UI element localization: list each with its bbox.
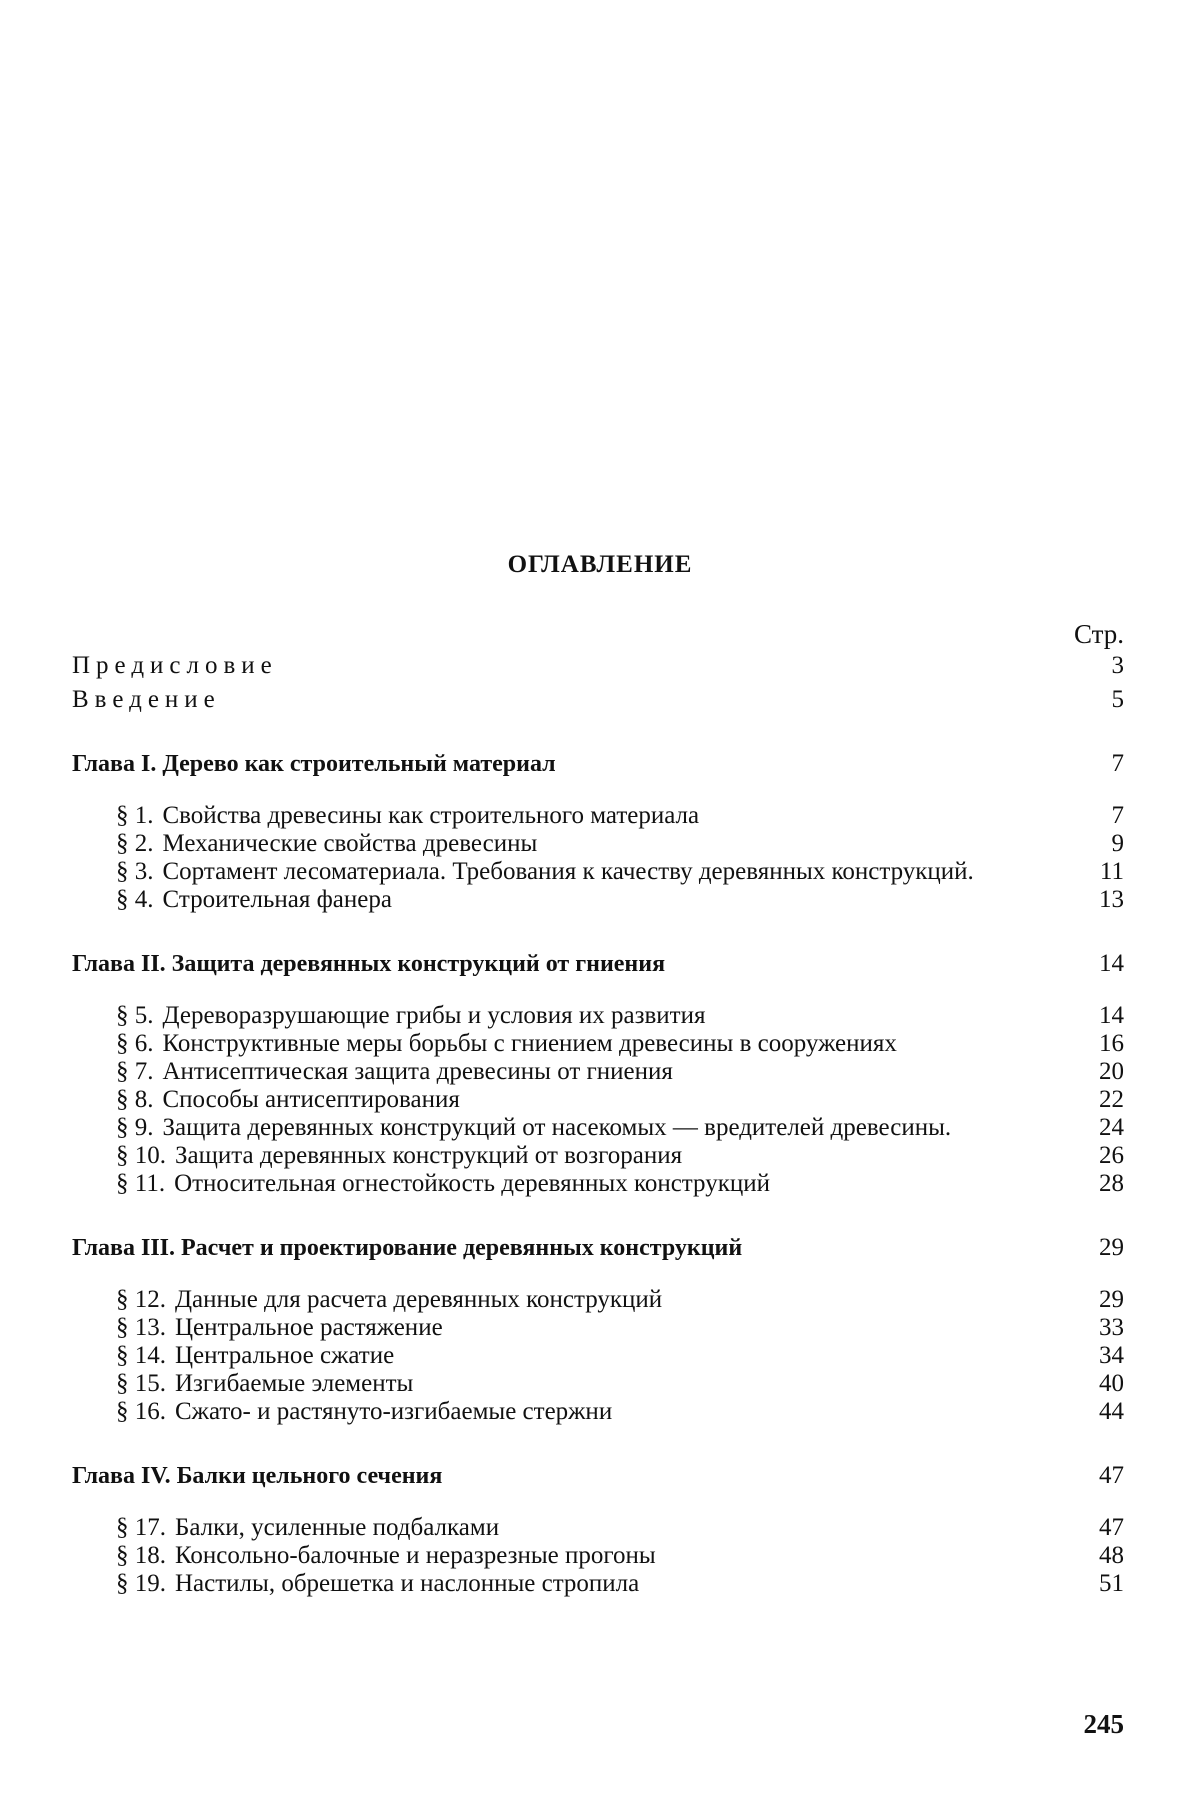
section-title: Строительная фанера (162, 886, 392, 913)
section-title: Консольно-балочные и неразрезные прогоны (175, 1542, 656, 1569)
section-number: § 3. (116, 858, 154, 885)
section-page: 11 (1099, 858, 1124, 885)
entry-page: 3 (1111, 652, 1124, 679)
section-page: 22 (1099, 1086, 1124, 1113)
section-title: Дереворазрушающие грибы и условия их развития (162, 1002, 706, 1029)
section-title: Сжато- и растянуто-изгибаемые стержни (175, 1398, 613, 1425)
section-page: 14 (1099, 1002, 1124, 1029)
section-page: 33 (1099, 1314, 1124, 1341)
page-number: 245 (1083, 1709, 1124, 1739)
toc-section-16[interactable] (72, 1398, 1124, 1426)
section-number: § 11. (116, 1170, 166, 1197)
toc-section-5[interactable] (72, 1002, 1124, 1030)
section-number: § 5. (116, 1002, 154, 1029)
section-title: Конструктивные меры борьбы с гниением древесины в сооружениях (162, 1030, 897, 1057)
section-number: § 14. (116, 1342, 166, 1369)
toc-section-12[interactable] (72, 1286, 1124, 1314)
chapter-4-sections (72, 1514, 1124, 1598)
toc-section-17[interactable] (72, 1514, 1124, 1542)
toc-section-11[interactable] (72, 1170, 1124, 1198)
toc-section-1[interactable] (72, 802, 1124, 830)
toc-chapter-2[interactable] (72, 950, 1124, 978)
toc-chapter-1[interactable] (72, 750, 1124, 778)
entry-title: Введение (72, 686, 221, 713)
chapter-2-sections (72, 1002, 1124, 1198)
section-title: Способы антисептирования (162, 1086, 460, 1113)
section-page: 28 (1099, 1170, 1124, 1197)
section-title: Антисептическая защита древесины от гниения (162, 1058, 673, 1085)
chapter-1-sections (72, 802, 1124, 914)
section-title: Сортамент лесоматериала. Требования к качеству деревянных конструкций. (162, 858, 974, 885)
toc-section-10[interactable] (72, 1142, 1124, 1170)
toc-section-7[interactable] (72, 1058, 1124, 1086)
chapter-title: Глава IV. Балки цельного сечения (72, 1463, 443, 1489)
chapter-page: 7 (1111, 750, 1124, 777)
toc-section-19[interactable] (72, 1570, 1124, 1598)
section-page: 24 (1099, 1114, 1124, 1141)
section-title: Свойства древесины как строительного материала (162, 802, 700, 829)
section-page: 9 (1111, 830, 1124, 857)
section-page: 26 (1099, 1142, 1124, 1169)
toc-section-8[interactable] (72, 1086, 1124, 1114)
section-number: § 1. (116, 802, 154, 829)
section-page: 16 (1099, 1030, 1124, 1057)
page-column-header: Стр. (1073, 619, 1124, 649)
section-number: § 18. (116, 1542, 166, 1569)
table-of-contents (72, 652, 1124, 1598)
section-page: 44 (1099, 1398, 1124, 1425)
section-title: Относительная огнестойкость деревянных конструкций (174, 1170, 770, 1197)
toc-section-4[interactable] (72, 886, 1124, 914)
section-number: § 16. (116, 1398, 166, 1425)
section-title: Центральное растяжение (175, 1314, 443, 1341)
section-number: § 8. (116, 1086, 154, 1113)
section-number: § 9. (116, 1114, 154, 1141)
section-page: 7 (1111, 802, 1124, 829)
section-page: 34 (1099, 1342, 1124, 1369)
section-title: Данные для расчета деревянных конструкций (175, 1286, 663, 1313)
toc-section-2[interactable] (72, 830, 1124, 858)
section-page: 20 (1099, 1058, 1124, 1085)
toc-section-6[interactable] (72, 1030, 1124, 1058)
section-number: § 2. (116, 830, 154, 857)
section-page: 13 (1099, 886, 1124, 913)
section-number: § 10. (116, 1142, 166, 1169)
section-number: § 12. (116, 1286, 166, 1313)
section-number: § 7. (116, 1058, 154, 1085)
section-page: 48 (1099, 1542, 1124, 1569)
section-title: Изгибаемые элементы (175, 1370, 414, 1397)
entry-title: Предисловие (72, 652, 278, 679)
entry-page: 5 (1111, 686, 1124, 713)
section-title: Настилы, обрешетка и наслонные стропила (175, 1570, 640, 1597)
section-title: Защита деревянных конструкций от насекомых — вредителей древесины. (162, 1114, 952, 1141)
toc-entry-introduction[interactable] (72, 686, 1124, 714)
chapter-page: 14 (1099, 950, 1124, 977)
section-number: § 6. (116, 1030, 154, 1057)
section-number: § 17. (116, 1514, 166, 1541)
section-title: Защита деревянных конструкций от возгорания (175, 1142, 683, 1169)
toc-section-13[interactable] (72, 1314, 1124, 1342)
chapter-page: 47 (1099, 1462, 1124, 1489)
section-number: § 4. (116, 886, 154, 913)
chapter-title: Глава III. Расчет и проектирование деревянных конструкций (72, 1235, 743, 1261)
section-page: 29 (1099, 1286, 1124, 1313)
toc-section-18[interactable] (72, 1542, 1124, 1570)
chapter-title: Глава II. Защита деревянных конструкций от гниения (72, 951, 666, 977)
section-title: Центральное сжатие (175, 1342, 395, 1369)
toc-section-9[interactable] (72, 1114, 1124, 1142)
toc-entry-preface[interactable] (72, 652, 1124, 680)
section-page: 47 (1099, 1514, 1124, 1541)
toc-heading: ОГЛАВЛЕНИЕ (507, 551, 693, 578)
section-number: § 19. (116, 1570, 166, 1597)
toc-section-15[interactable] (72, 1370, 1124, 1398)
section-title: Механические свойства древесины (162, 830, 538, 857)
section-page: 40 (1099, 1370, 1124, 1397)
chapter-title: Глава I. Дерево как строительный материал (72, 751, 556, 777)
chapter-3-sections (72, 1286, 1124, 1426)
toc-section-14[interactable] (72, 1342, 1124, 1370)
toc-chapter-4[interactable] (72, 1462, 1124, 1490)
toc-chapter-3[interactable] (72, 1234, 1124, 1262)
section-number: § 13. (116, 1314, 166, 1341)
section-number: § 15. (116, 1370, 166, 1397)
chapter-page: 29 (1099, 1234, 1124, 1261)
section-page: 51 (1099, 1570, 1124, 1597)
toc-section-3[interactable] (72, 858, 1124, 886)
section-title: Балки, усиленные подбалками (175, 1514, 500, 1541)
